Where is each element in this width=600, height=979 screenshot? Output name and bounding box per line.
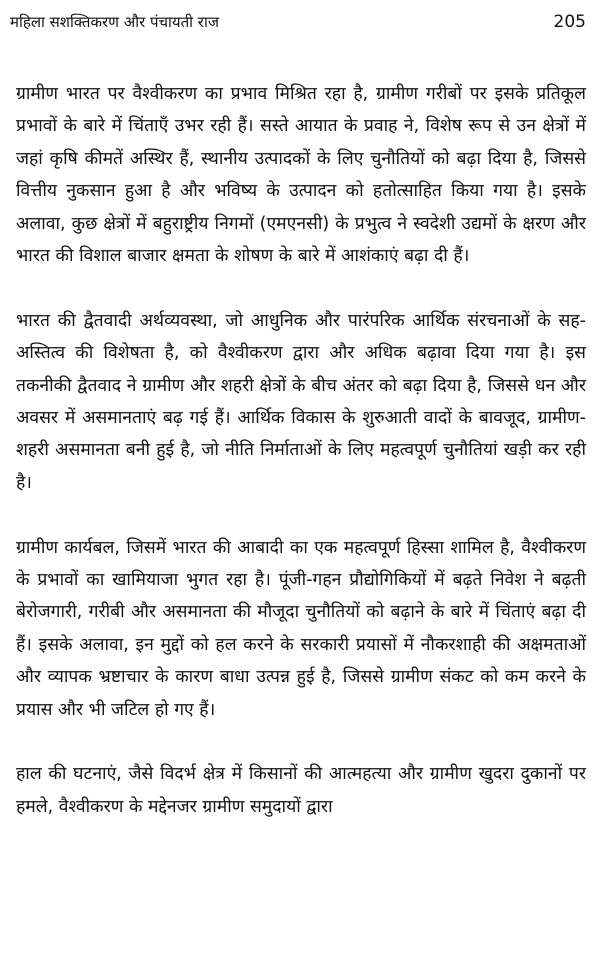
running-header bbox=[10, 12, 586, 42]
paragraph-globalization-impact: ग्रामीण भारत पर वैश्वीकरण का प्रभाव मिश्रित रहा है, ग्रामीण गरीबों पर इसके प्रतिकूल प्रभावों के बारे में चिंताएँ उभर रही हैं। सस्ते आयात के प्रवाह ने, विशेष रूप से उन क्षेत्रों में जहां कृषि कीमतें अस्थिर हैं, स्थानीय उत्पादकों के लिए चुनौतियों को बढ़ा दिया है, जिससे वित्तीय नुकसान हुआ है और भविष्य के उत्पादन को हतोत्साहित किया गया है। इसके अलावा, कुछ क्षेत्रों में बहुराष्ट्रीय निगमों (एमएनसी) के प्रभुत्व ने स्वदेशी उद्यमों के क्षरण और भारत की विशाल बाजार क्षमता के शोषण के बारे में आशंकाएं बढ़ा दी हैं। bbox=[16, 84, 586, 267]
body-text bbox=[16, 78, 586, 823]
page-number: 205 bbox=[553, 12, 586, 32]
paragraph-recent-events: हाल की घटनाएं, जैसे विदर्भ क्षेत्र में किसानों की आत्महत्या और ग्रामीण खुदरा दुकानों पर हमले, वैश्वीकरण के मद्देनजर ग्रामीण समुदायों द्वारा bbox=[16, 764, 586, 817]
paragraph-rural-workforce: ग्रामीण कार्यबल, जिसमें भारत की आबादी का एक महत्वपूर्ण हिस्सा शामिल है, वैश्वीकरण के प्रभावों का खामियाजा भुगत रहा है। पूंजी-गहन प्रौद्योगिकियों में बढ़ते निवेश ने बढ़ती बेरोजगारी, गरीबी और असमानता की मौजूदा चुनौतियों को बढ़ाने के बारे में चिंताएं बढ़ा दी हैं। इसके अलावा, इन मुद्दों को हल करने के सरकारी प्रयासों में नौकरशाही की अक्षमताओं और व्यापक भ्रष्टाचार के कारण बाधा उत्पन्न हुई है, जिससे ग्रामीण संकट को कम करने के प्रयास और भी जटिल हो गए हैं। bbox=[16, 537, 586, 720]
paragraph-dual-economy: भारत की द्वैतवादी अर्थव्यवस्था, जो आधुनिक और पारंपरिक आर्थिक संरचनाओं के सह-अस्तित्व की विशेषता है, को वैश्वीकरण द्वारा और अधिक बढ़ावा दिया गया है। इस तकनीकी द्वैतवाद ने ग्रामीण और शहरी क्षेत्रों के बीच अंतर को बढ़ा दिया है, जिससे धन और अवसर में असमानताएं बढ़ गई हैं। आर्थिक विकास के शुरुआती वादों के बावजूद, ग्रामीण-शहरी असमानता बनी हुई है, जो नीति निर्माताओं के लिए महत्वपूर्ण चुनौतियां खड़ी कर रही है। bbox=[16, 310, 586, 493]
chapter-title: महिला सशक्तिकरण और पंचायती राज bbox=[10, 13, 219, 31]
